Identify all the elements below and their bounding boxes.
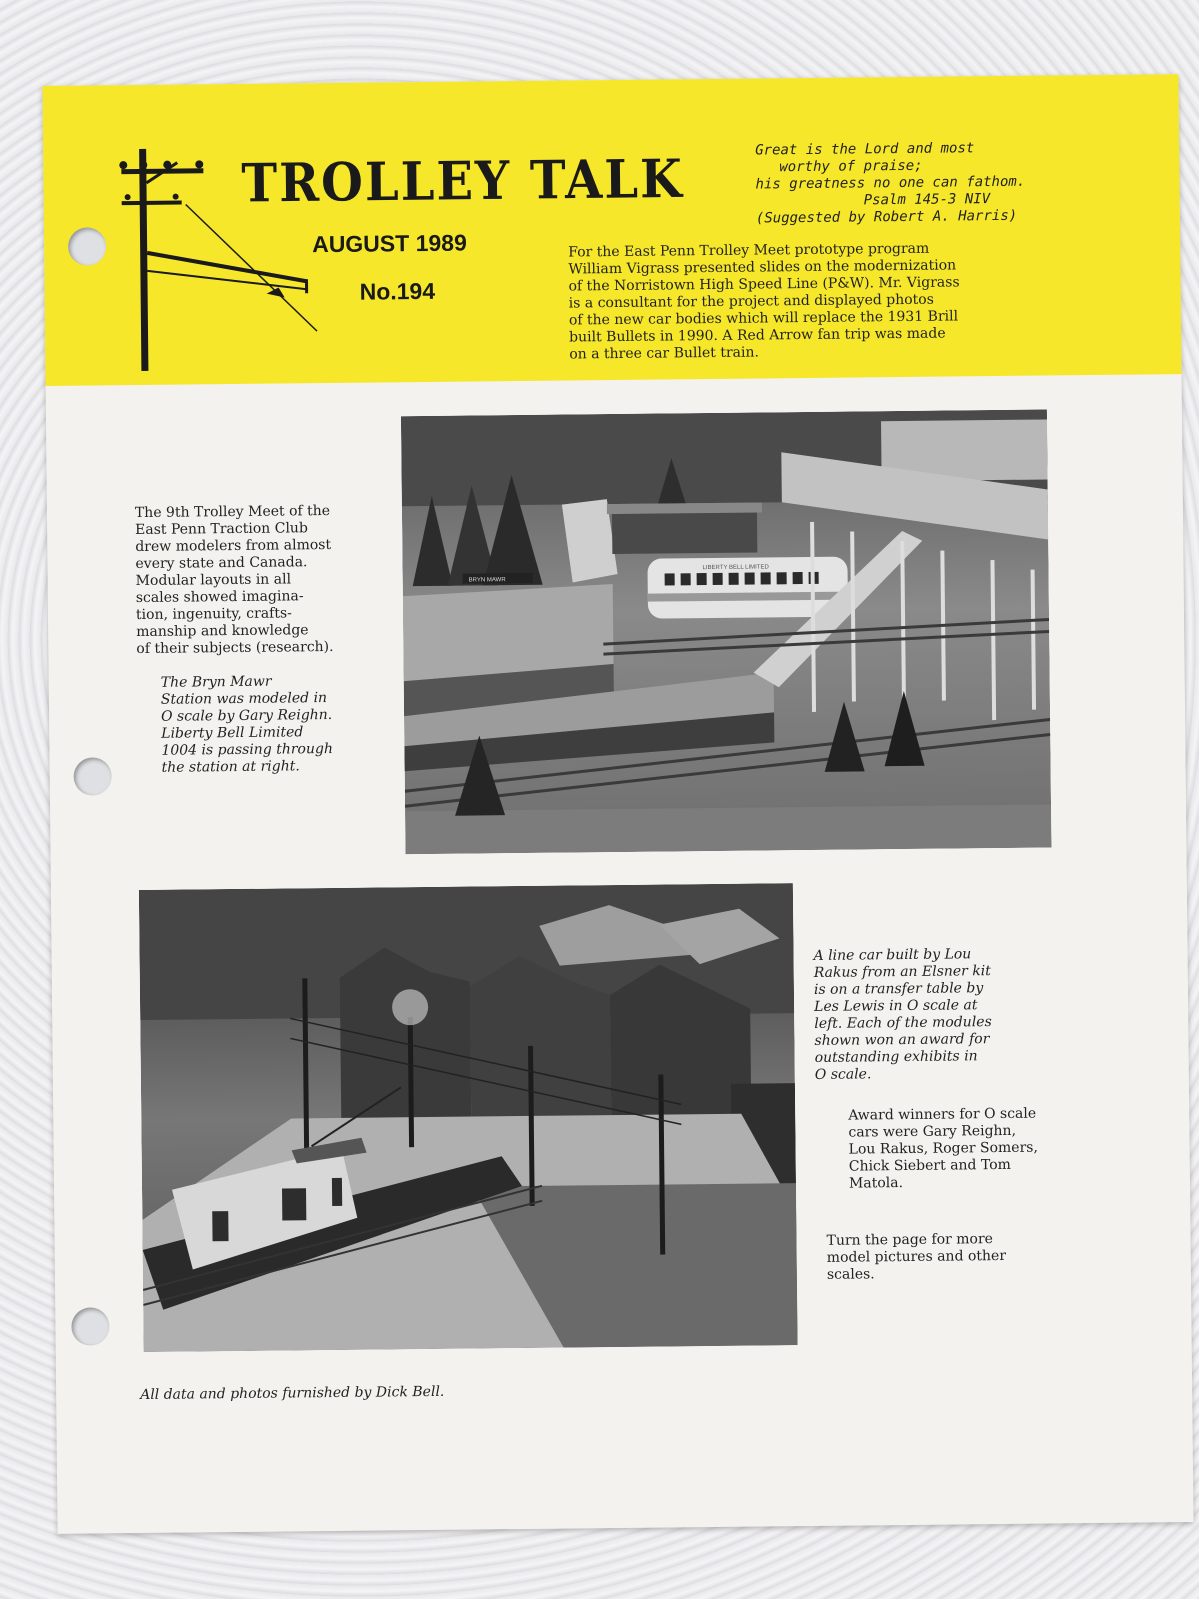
verse-line: his greatness no one can fathom.: [755, 173, 1026, 193]
text-line: Matola.: [848, 1175, 904, 1192]
text-line: scales.: [826, 1266, 875, 1283]
text-line: built Bullets in 1990. A Red Arrow fan trip was made: [569, 325, 946, 346]
text-line: Rakus from an Elsner kit: [813, 963, 991, 981]
award-winners-paragraph: [848, 1106, 1038, 1193]
station-sign-text: BRYN MAWR: [468, 577, 506, 584]
text-line: is on a transfer table by: [813, 980, 984, 998]
text-line: of their subjects (research).: [136, 638, 334, 658]
text-line: manship and knowledge: [136, 622, 309, 641]
scripture-verse: [755, 139, 1076, 227]
text-line: Turn the page for more: [826, 1231, 994, 1249]
text-line: left. Each of the modules: [814, 1014, 992, 1032]
turn-page-note: [827, 1231, 1007, 1284]
prototype-program-paragraph: [568, 240, 960, 363]
text-line: The Bryn Mawr: [160, 673, 272, 691]
issue-number: No.194: [359, 277, 436, 305]
text-line: of the Norristown High Speed Line (P&W). Mr. Vigrass: [568, 274, 960, 295]
text-line: Chick Siebert and Tom: [848, 1156, 1011, 1175]
text-line: is a consultant for the project and displayed photos: [568, 291, 934, 312]
binder-hole: [71, 1307, 109, 1345]
text-line: model pictures and other: [826, 1247, 1007, 1266]
header-band: [42, 74, 1181, 386]
text-line: A line car built by Lou: [813, 946, 972, 964]
text-line: scales showed imagina-: [135, 588, 304, 607]
text-line: on a three car Bullet train.: [569, 344, 759, 363]
text-line: The 9th Trolley Meet of the: [134, 502, 331, 522]
verse-line: worthy of praise;: [779, 157, 923, 176]
text-line: Award winners for O scale: [848, 1105, 1037, 1124]
text-line: Lou Rakus, Roger Somers,: [848, 1139, 1038, 1158]
text-line: outstanding exhibits in: [814, 1048, 978, 1066]
text-line: Modular layouts in all: [135, 571, 292, 590]
text-line: every state and Canada.: [135, 554, 308, 573]
text-line: O scale by Gary Reighn.: [160, 706, 333, 725]
meet-intro-paragraph: [135, 503, 334, 658]
text-line: Les Lewis in O scale at: [814, 997, 978, 1015]
text-line: For the East Penn Trolley Meet prototype program: [568, 240, 930, 261]
binder-hole: [68, 227, 106, 265]
bryn-mawr-caption: [161, 673, 334, 777]
car-lettering-text: LIBERTY BELL LIMITED: [702, 564, 769, 572]
photo-credit: All data and photos furnished by Dick Bell.: [140, 1383, 445, 1404]
newsletter-page: [42, 74, 1193, 1534]
text-line: Liberty Bell Limited: [161, 724, 304, 742]
text-line: tion, ingenuity, crafts-: [135, 605, 292, 624]
text-line: East Penn Traction Club: [135, 520, 308, 539]
text-line: drew modelers from almost: [135, 536, 332, 556]
text-line: Station was modeled in: [160, 690, 328, 708]
newsletter-title: TROLLEY TALK: [241, 148, 685, 215]
text-line: O scale.: [814, 1066, 872, 1083]
text-line: William Vigrass presented slides on the modernization: [568, 257, 957, 278]
verse-line: (Suggested by Robert A. Harris): [755, 207, 1018, 227]
line-car-photo: [139, 883, 798, 1352]
text-line: the station at right.: [161, 758, 300, 776]
verse-line: Great is the Lord and most: [755, 140, 975, 159]
text-line: cars were Gary Reighn,: [848, 1122, 1017, 1141]
line-car-caption: [814, 946, 993, 1084]
bryn-mawr-station-photo: [401, 409, 1052, 854]
text-line: 1004 is passing through: [161, 740, 334, 759]
verse-line: Psalm 145-3 NIV: [863, 191, 991, 209]
text-line: shown won an award for: [814, 1031, 990, 1049]
text-line: of the new car bodies which will replace the 1931 Brill: [568, 308, 959, 329]
binder-hole: [73, 757, 111, 795]
issue-date: AUGUST 1989: [311, 229, 467, 258]
